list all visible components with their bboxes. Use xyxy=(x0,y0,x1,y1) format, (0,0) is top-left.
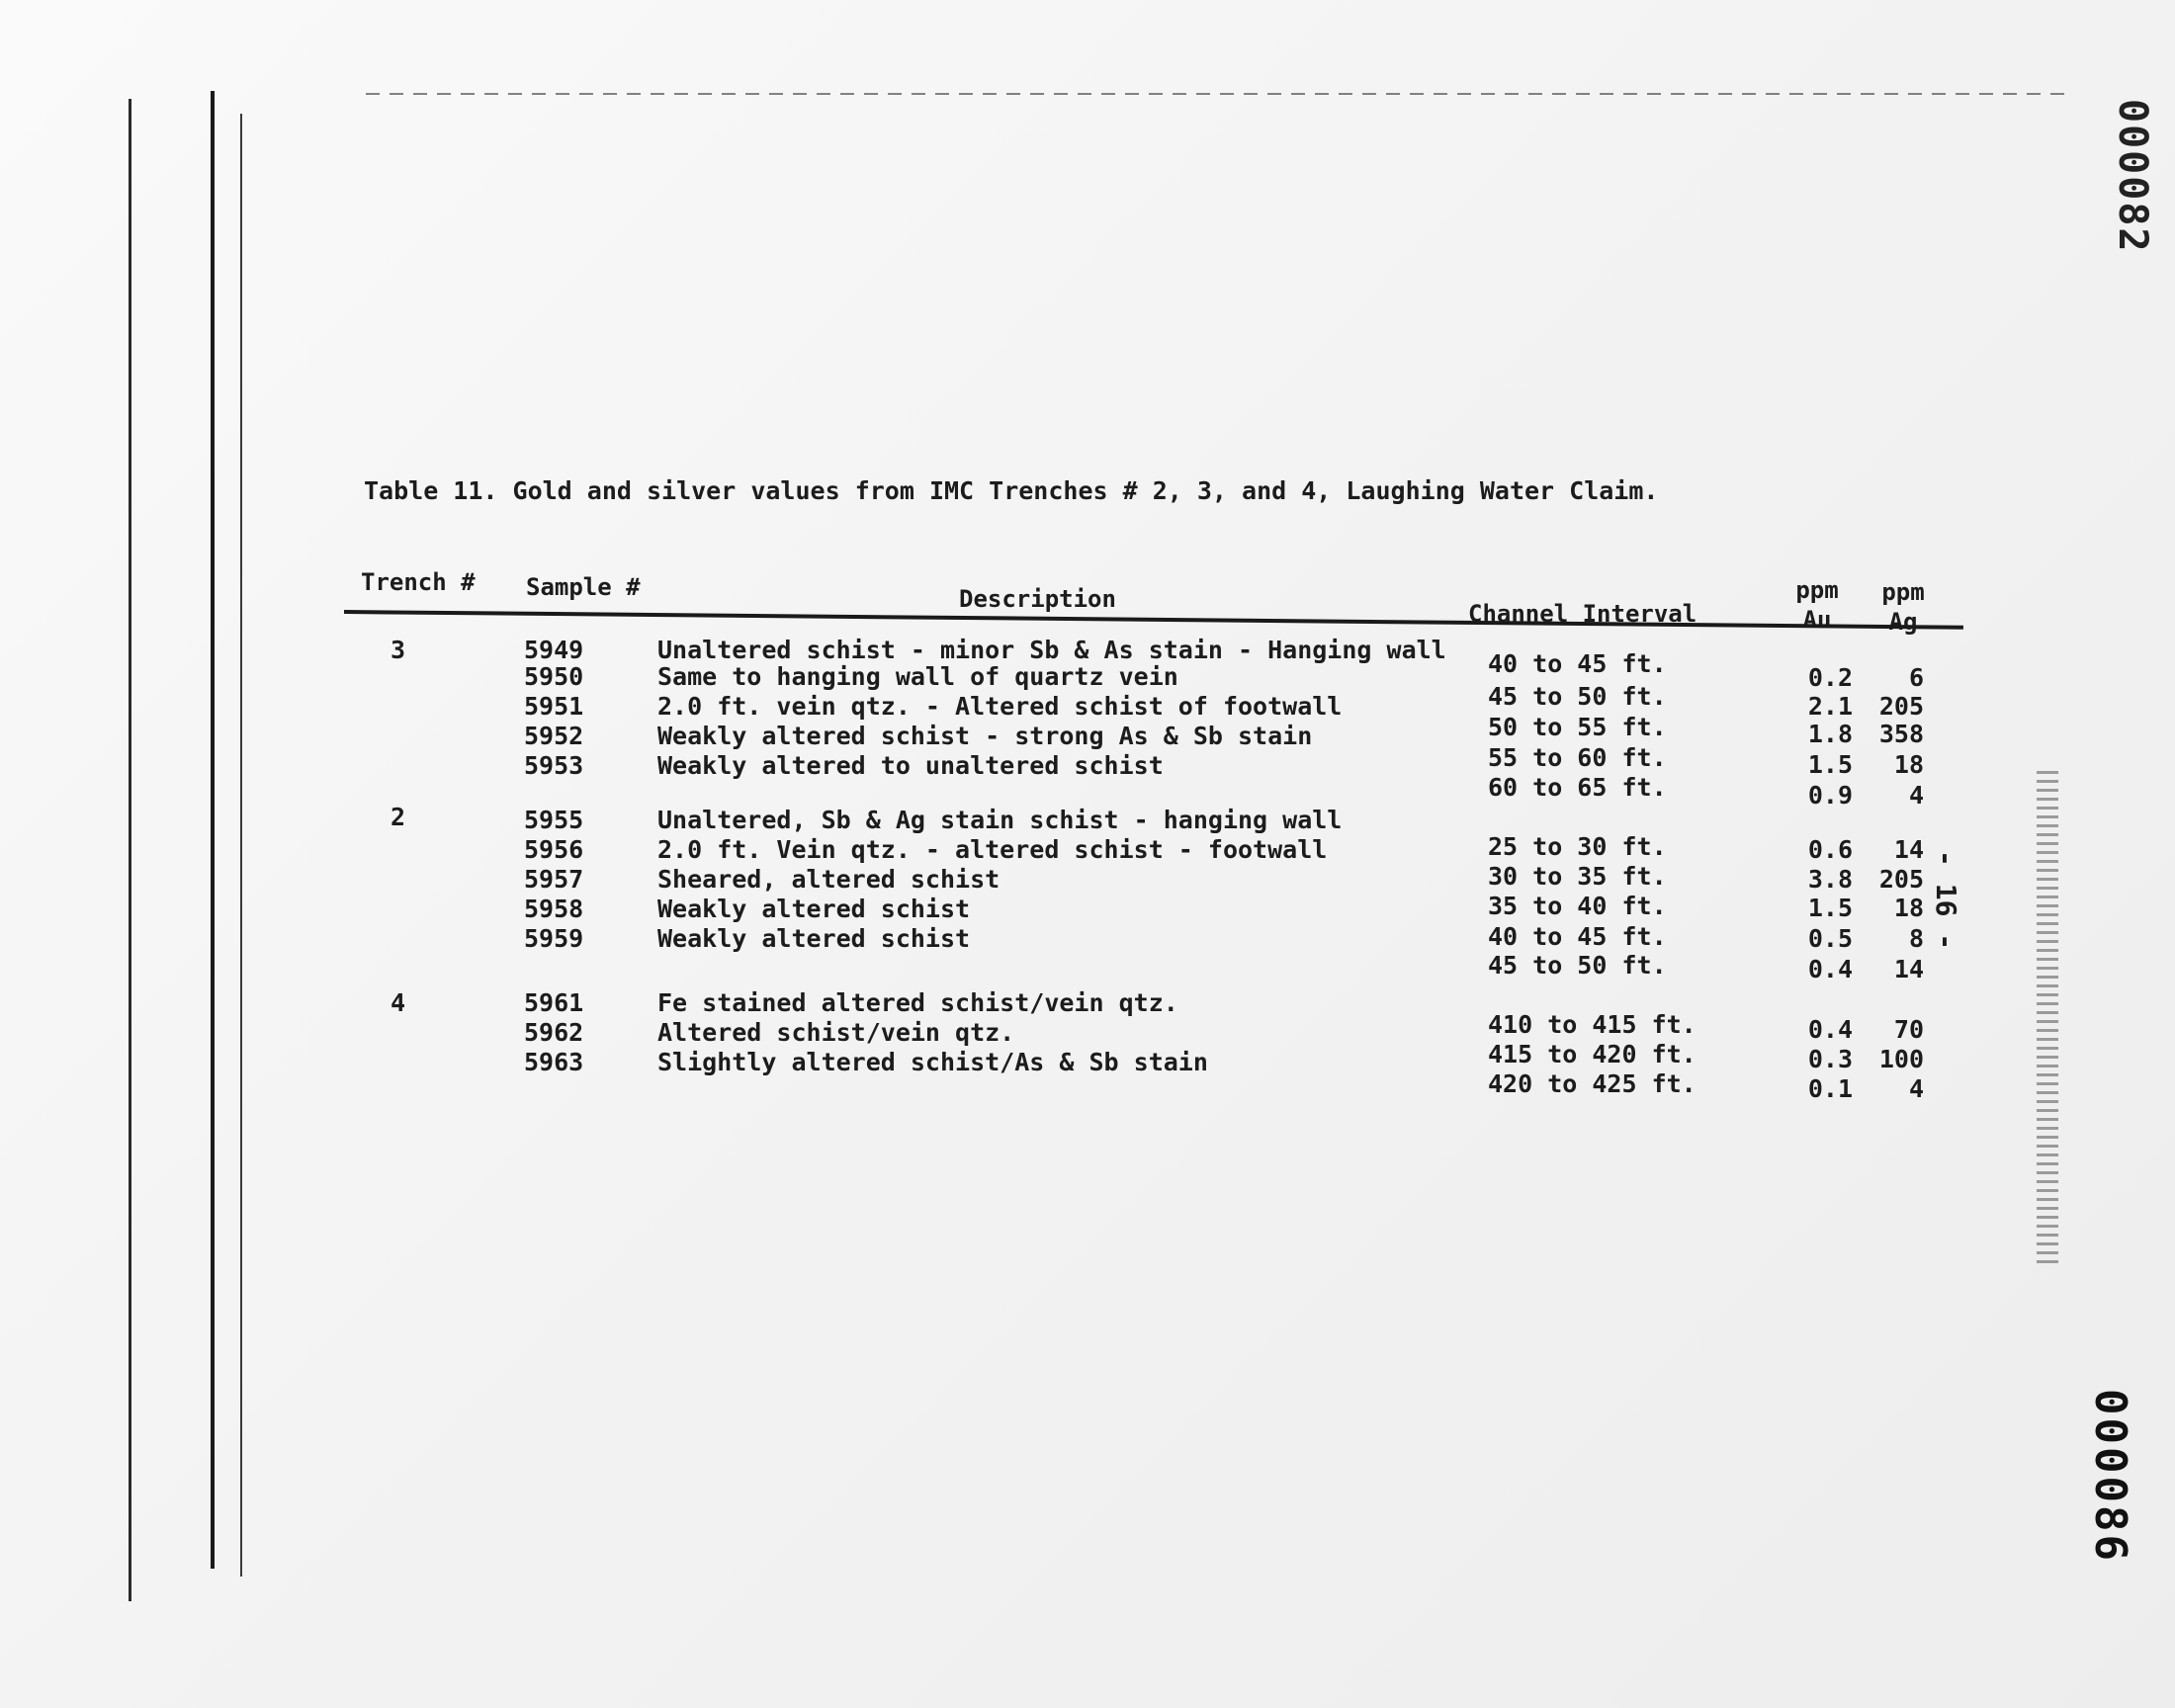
cell-description: Fe stained altered schist/vein qtz. xyxy=(657,988,1178,1017)
cell-sample: 5957 xyxy=(524,865,584,894)
cell-ag: 18 xyxy=(1893,894,1924,922)
cell-ag: 8 xyxy=(1908,924,1924,953)
header-ag-label: Ag xyxy=(1888,608,1918,636)
cell-sample: 5959 xyxy=(524,924,584,953)
cell-channel: 415 to 420 ft. xyxy=(1488,1040,1696,1068)
cell-au: 0.2 xyxy=(1807,663,1853,692)
cell-ag: 358 xyxy=(1878,720,1924,748)
cell-au: 0.3 xyxy=(1807,1045,1853,1073)
cell-sample: 5952 xyxy=(524,722,584,750)
cell-trench: 2 xyxy=(391,803,406,831)
cell-au: 1.8 xyxy=(1807,720,1853,748)
cell-description: 2.0 ft. vein qtz. - Altered schist of footwall xyxy=(657,692,1343,721)
cell-channel: 45 to 50 ft. xyxy=(1488,951,1667,980)
cell-ag: 4 xyxy=(1908,1074,1924,1103)
cell-au: 0.5 xyxy=(1807,924,1853,953)
cell-au: 0.6 xyxy=(1807,835,1853,864)
cell-ag: 100 xyxy=(1878,1045,1924,1073)
table-row xyxy=(0,924,2175,983)
cell-ag: 205 xyxy=(1878,692,1924,721)
cell-au: 0.4 xyxy=(1807,955,1853,983)
cell-channel: 30 to 35 ft. xyxy=(1488,862,1667,891)
cell-description: Weakly altered schist xyxy=(657,924,971,953)
cell-channel: 55 to 60 ft. xyxy=(1488,743,1667,772)
header-sample: Sample # xyxy=(526,573,641,601)
cell-ag: 205 xyxy=(1878,865,1924,894)
scan-noise xyxy=(2037,771,2058,1265)
cell-channel: 25 to 30 ft. xyxy=(1488,832,1667,861)
cell-au: 0.9 xyxy=(1807,781,1853,810)
table-row xyxy=(0,1048,2175,1103)
cell-channel: 35 to 40 ft. xyxy=(1488,892,1667,920)
cell-au: 0.1 xyxy=(1807,1074,1853,1103)
cell-ag: 4 xyxy=(1908,781,1924,810)
header-au-label: Au xyxy=(1802,606,1832,634)
cell-sample: 5962 xyxy=(524,1018,584,1047)
cell-au: 1.5 xyxy=(1807,750,1853,779)
header-description: Description xyxy=(959,585,1116,613)
top-dashed-line xyxy=(366,93,2066,95)
cell-au: 2.1 xyxy=(1807,692,1853,721)
cell-description: Same to hanging wall of quartz vein xyxy=(657,662,1178,691)
cell-au: 3.8 xyxy=(1807,865,1853,894)
cell-channel: 60 to 65 ft. xyxy=(1488,773,1667,802)
cell-description: Weakly altered schist - strong As & Sb stain xyxy=(657,722,1313,750)
cell-description: Weakly altered schist xyxy=(657,895,971,923)
cell-au: 0.4 xyxy=(1807,1015,1853,1044)
cell-channel: 40 to 45 ft. xyxy=(1488,649,1667,678)
cell-ag: 14 xyxy=(1893,955,1924,983)
cell-description: Weakly altered to unaltered schist xyxy=(657,751,1164,780)
cell-channel: 40 to 45 ft. xyxy=(1488,922,1667,951)
cell-description: Sheared, altered schist xyxy=(657,865,1000,894)
cell-sample: 5956 xyxy=(524,835,584,864)
cell-channel: 45 to 50 ft. xyxy=(1488,682,1667,711)
cell-ag: 70 xyxy=(1893,1015,1924,1044)
cell-channel: 410 to 415 ft. xyxy=(1488,1010,1696,1039)
cell-sample: 5949 xyxy=(524,636,584,664)
cell-trench: 3 xyxy=(391,636,406,664)
header-au-unit: ppm xyxy=(1795,576,1839,604)
cell-sample: 5951 xyxy=(524,692,584,721)
cell-channel: 420 to 425 ft. xyxy=(1488,1069,1696,1098)
cell-channel: 50 to 55 ft. xyxy=(1488,713,1667,741)
cell-ag: 6 xyxy=(1908,663,1924,692)
table-title: Table 11. Gold and silver values from IMC Trenches # 2, 3, and 4, Laughing Water Claim. xyxy=(364,476,1659,505)
document-stamp-top: 000082 xyxy=(2110,99,2155,254)
cell-description: Unaltered, Sb & Ag stain schist - hanging wall xyxy=(657,806,1343,834)
cell-description: Slightly altered schist/As & Sb stain xyxy=(657,1048,1208,1076)
table-row xyxy=(0,751,2175,810)
header-channel-interval: Channel Interval xyxy=(1468,600,1697,628)
cell-sample: 5955 xyxy=(524,806,584,834)
cell-sample: 5963 xyxy=(524,1048,584,1076)
cell-trench: 4 xyxy=(391,988,406,1017)
cell-sample: 5953 xyxy=(524,751,584,780)
cell-ag: 14 xyxy=(1893,835,1924,864)
cell-ag: 18 xyxy=(1893,750,1924,779)
header-ag-unit: ppm xyxy=(1881,578,1925,606)
cell-sample: 5961 xyxy=(524,988,584,1017)
cell-description: Altered schist/vein qtz. xyxy=(657,1018,1015,1047)
header-rule xyxy=(344,610,1963,630)
cell-description: 2.0 ft. Vein qtz. - altered schist - footwall xyxy=(657,835,1328,864)
header-trench: Trench # xyxy=(361,568,476,596)
cell-description: Unaltered schist - minor Sb & As stain - Hanging wall xyxy=(657,636,1446,664)
cell-sample: 5950 xyxy=(524,662,584,691)
document-stamp-bottom: 000086 xyxy=(2085,1389,2135,1564)
cell-sample: 5958 xyxy=(524,895,584,923)
page-number: - 16 - xyxy=(1930,850,1962,951)
cell-au: 1.5 xyxy=(1807,894,1853,922)
